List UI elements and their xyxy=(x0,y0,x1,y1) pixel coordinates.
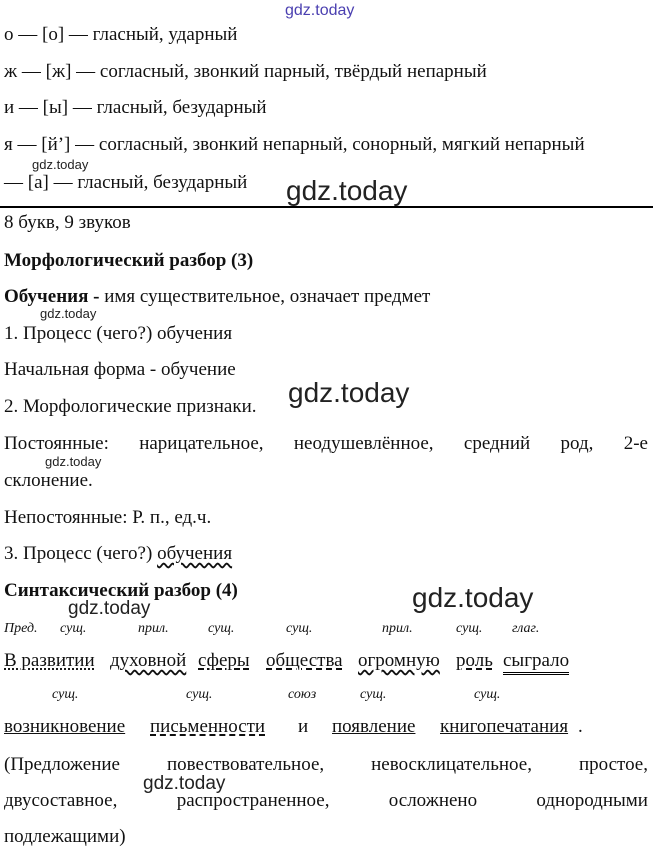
pos-label: сущ. xyxy=(52,687,79,702)
syntax-description-1 xyxy=(4,754,648,776)
watermark-small: gdz.today xyxy=(32,157,89,172)
const-word: Постоянные: xyxy=(4,433,109,454)
pos-label: сущ. xyxy=(186,687,213,702)
syntax-heading: Синтаксический разбор (4) xyxy=(4,580,238,601)
phonetic-line-4: я — [й’] — согласный, звонкий непарный, сонорный, мягкий непарный xyxy=(4,134,585,155)
morph-point-3-prefix: 3. Процесс (чего?) xyxy=(4,543,158,564)
desc-word: простое, xyxy=(578,754,648,775)
const-word: неодушевлённое, xyxy=(293,433,434,454)
morph-point-3 xyxy=(4,543,232,565)
sentence-word: духовной xyxy=(110,650,187,671)
pos-label: прил. xyxy=(382,621,413,636)
morph-initial-form: Начальная форма - обучение xyxy=(4,359,236,380)
morph-point-1: 1. Процесс (чего?) обучения xyxy=(4,323,233,344)
morph-definition: имя существительное, означает предмет xyxy=(99,286,431,307)
pos-label: сущ. xyxy=(286,621,313,636)
sentence-word: письменности xyxy=(150,716,266,737)
letters-sounds-summary: 8 букв, 9 звуков xyxy=(4,212,131,233)
morph-constant-features xyxy=(4,433,648,455)
sentence-word: В развитии xyxy=(4,650,95,671)
phonetic-line-2: ж — [ж] — согласный, звонкий парный, твёрдый непарный xyxy=(4,61,487,82)
desc-word: двусоставное, xyxy=(4,790,118,811)
watermark-medium: gdz.today xyxy=(68,598,151,619)
sentence-word: возникновение xyxy=(4,716,126,737)
desc-word: распространенное, xyxy=(176,790,330,811)
const-word: род, xyxy=(560,433,594,454)
morph-point-2: 2. Морфологические признаки. xyxy=(4,396,257,417)
pos-label: сущ. xyxy=(60,621,87,636)
sentence-word: книгопечатания xyxy=(440,716,569,737)
morph-nonconstant-features: Непостоянные: Р. п., ед.ч. xyxy=(4,507,212,528)
watermark-large: gdz.today xyxy=(412,582,534,613)
phonetic-line-5: — [а] — гласный, безударный xyxy=(4,172,248,193)
desc-word: повествовательное, xyxy=(167,754,325,775)
pos-label: сущ. xyxy=(474,687,501,702)
syntax-description-3: подлежащими) xyxy=(4,826,126,847)
watermark-small: gdz.today xyxy=(40,306,97,321)
syntax-description-2 xyxy=(4,790,648,812)
morph-point-3-word: обучения xyxy=(157,543,233,564)
pos-label: глаг. xyxy=(512,621,540,636)
const-word: средний xyxy=(463,433,531,454)
const-word: 2-е xyxy=(623,433,648,454)
sentence-word: сыграло xyxy=(503,650,569,675)
phonetic-line-3: и — [ы] — гласный, безударный xyxy=(4,97,267,118)
sentence-word: и xyxy=(298,716,309,737)
pos-label: сущ. xyxy=(456,621,483,636)
sentence-word: роль xyxy=(456,650,493,671)
watermark-small: gdz.today xyxy=(45,454,102,469)
morph-definition-line xyxy=(4,286,430,308)
divider-rule xyxy=(0,206,653,208)
pos-label: прил. xyxy=(138,621,169,636)
sentence-word: появление xyxy=(332,716,416,737)
morph-heading: Морфологический разбор (3) xyxy=(4,250,254,271)
watermark-large: gdz.today xyxy=(288,377,410,408)
desc-word: (Предложение xyxy=(4,754,120,775)
phonetic-line-1: о — [о] — гласный, ударный xyxy=(4,24,238,45)
desc-word: однородными xyxy=(536,790,648,811)
const-word: нарицательное, xyxy=(139,433,264,454)
pos-label: сущ. xyxy=(360,687,387,702)
sentence-word: . xyxy=(578,716,583,737)
desc-word: невосклицательное, xyxy=(371,754,532,775)
watermark-large: gdz.today xyxy=(286,175,408,206)
sentence-word: огромную xyxy=(358,650,440,671)
pos-label: союз xyxy=(288,687,317,702)
desc-word: осложнено xyxy=(388,790,478,811)
pos-label: Пред. xyxy=(4,621,38,636)
morph-word: Обучения - xyxy=(4,286,100,307)
sentence-word: сферы xyxy=(198,650,250,671)
pos-label: сущ. xyxy=(208,621,235,636)
morph-constant-end: склонение. xyxy=(4,470,93,491)
watermark-top: gdz.today xyxy=(285,2,355,19)
watermark-medium: gdz.today xyxy=(143,773,226,794)
sentence-word: общества xyxy=(266,650,343,671)
